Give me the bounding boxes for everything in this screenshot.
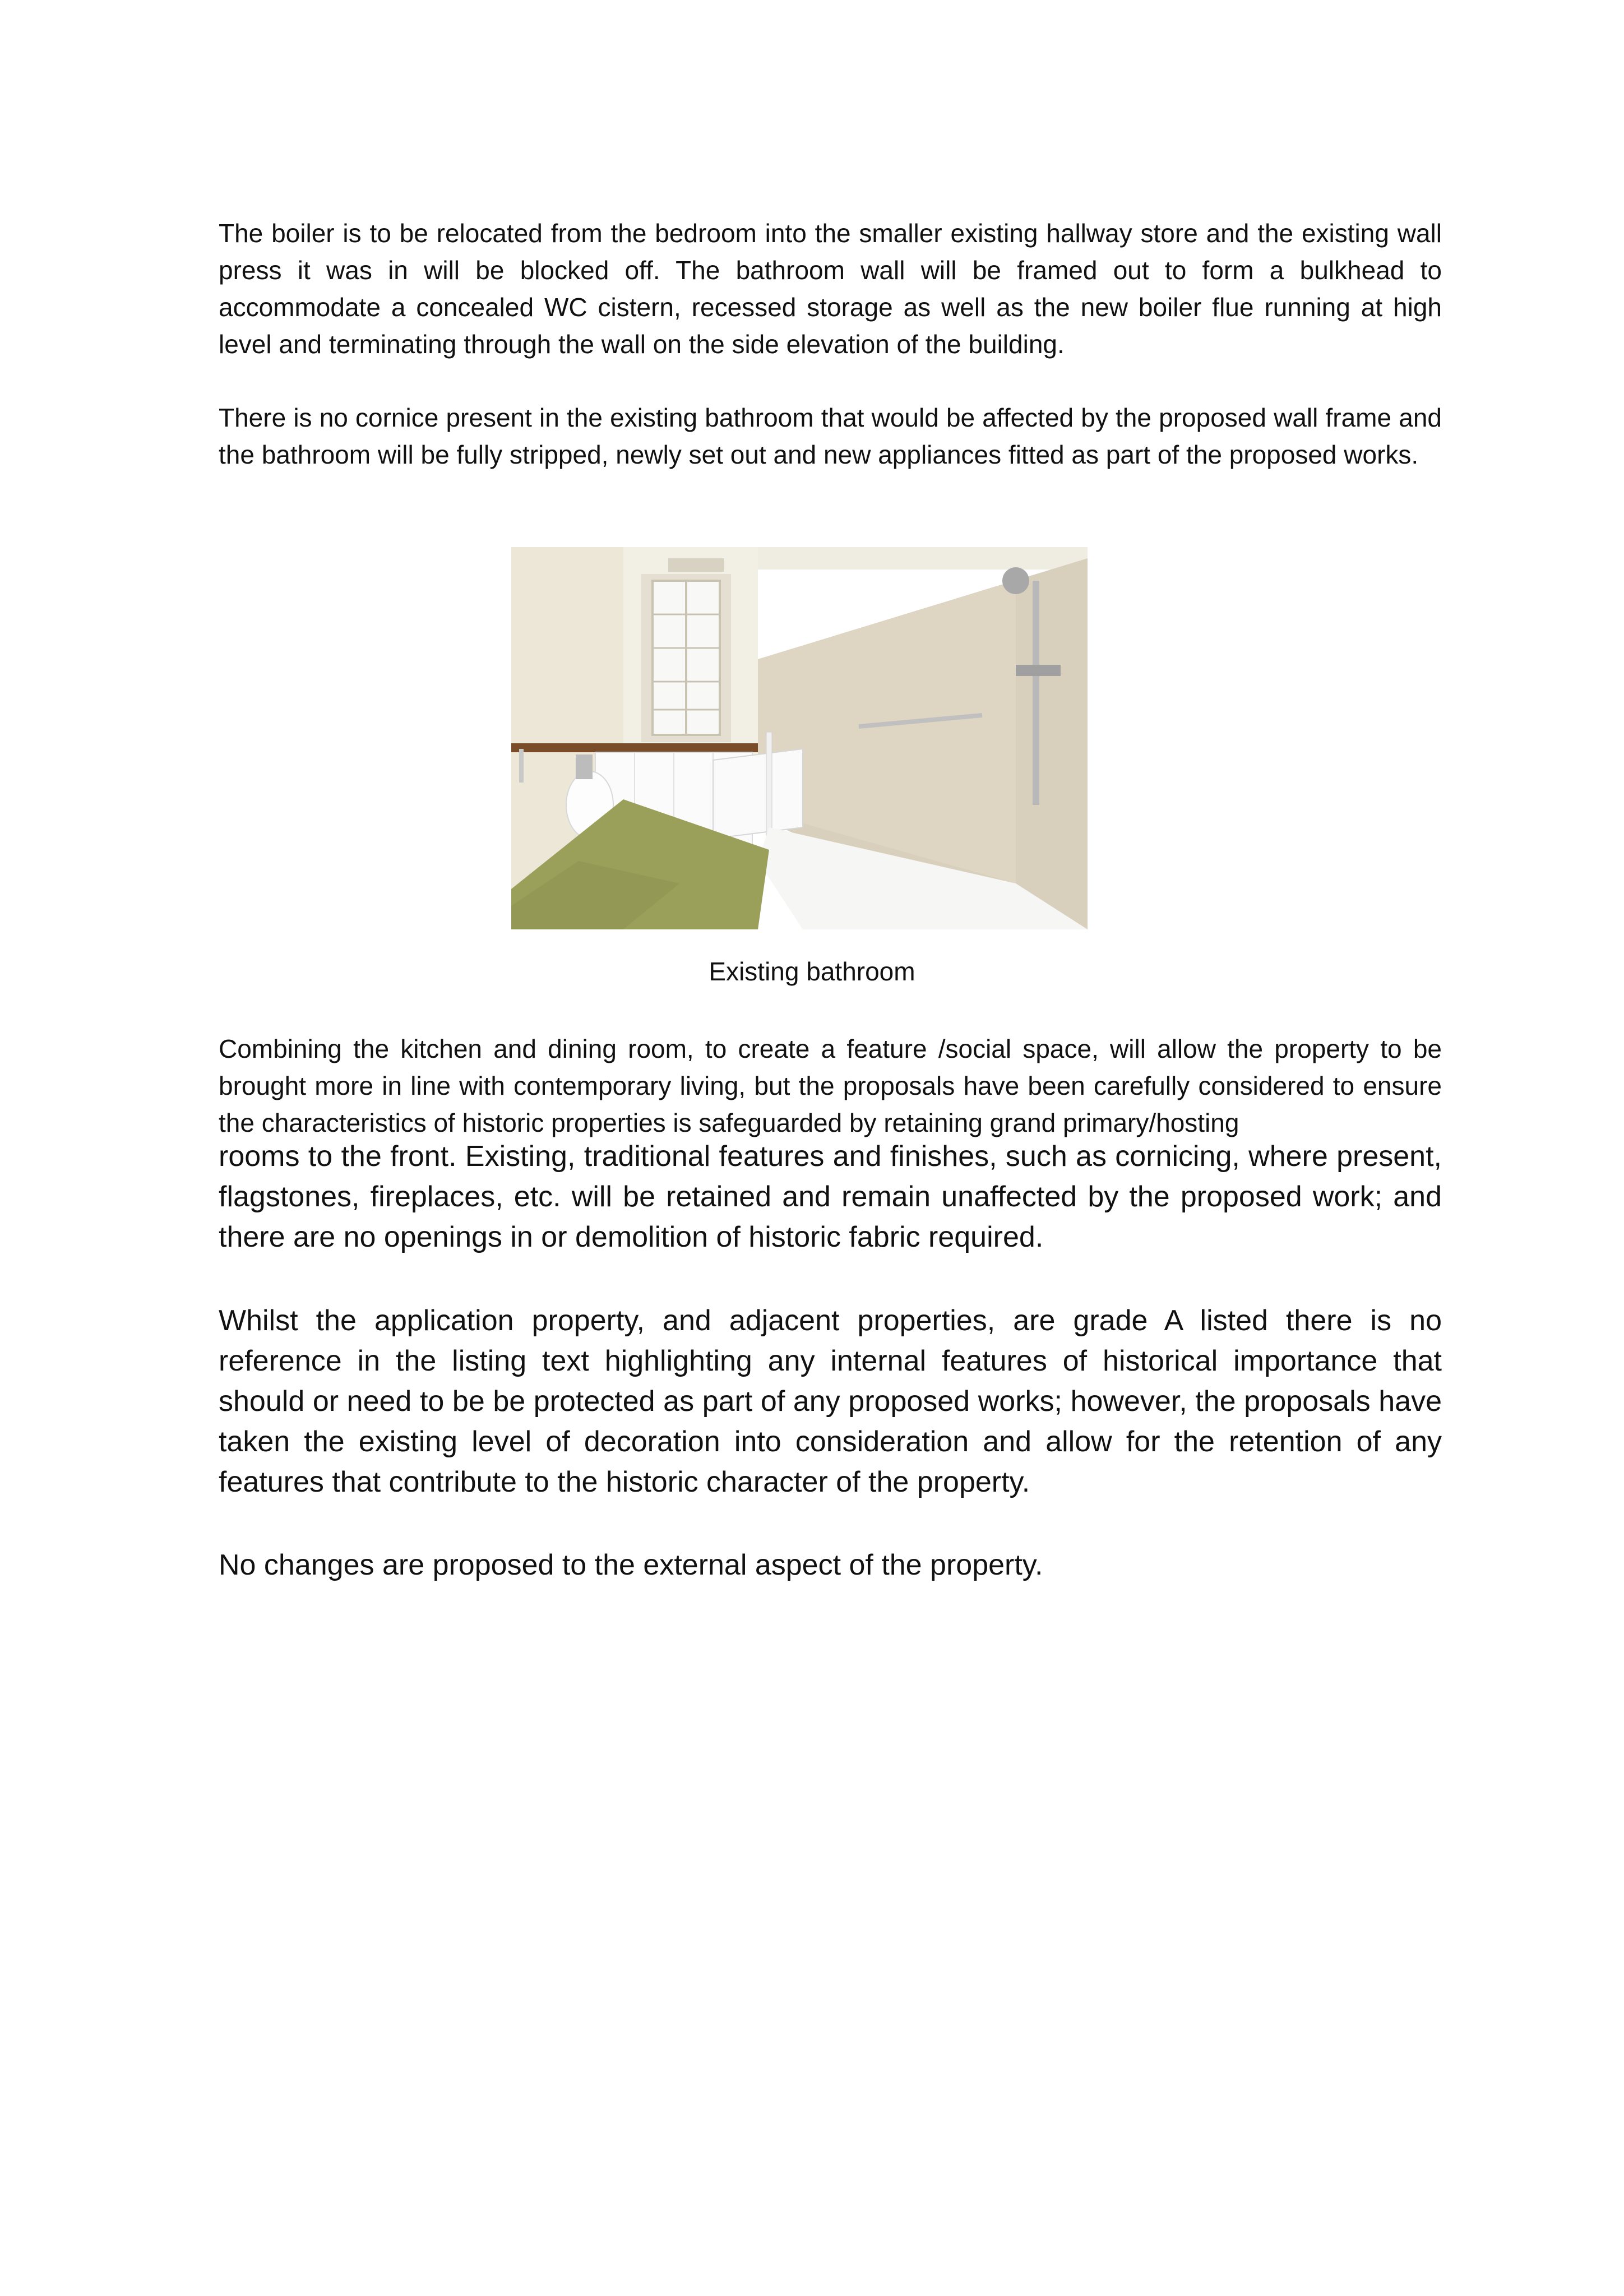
existing-bathroom-photo (511, 547, 1088, 929)
paragraph-kitchen-dining-part-1: Combining the kitchen and dining room, to create a feature /social space, will allow the property to be brought more in line with contemporary living, but the proposals have been carefully considered to ensure the characteristics of historic properties is safeguarded by retaining grand primary/hosting (219, 1034, 1442, 1137)
paragraph-external-aspect: No changes are proposed to the external aspect of the property. (219, 1549, 1043, 1581)
paragraph-kitchen-dining-part-2: rooms to the front. Existing, traditional features and finishes, such as cornicing, where present, flagstones, fireplaces, etc. will be retained and remain unaffected by the proposed work; and there are no openings in or demolition of historic fabric required. (219, 1140, 1442, 1253)
paragraph-cornice: There is no cornice present in the existing bathroom that would be affected by the proposed wall frame and the bathroom will be fully stripped, newly set out and new appliances fitted as part of the proposed works. (219, 403, 1442, 469)
paragraph-listing: Whilst the application property, and adjacent properties, are grade A listed there is no reference in the listing text highlighting any internal features of historical importance that should or need to be be protected as part of any proposed works; however, the proposals have taken the existing level of decoration into consideration and allow for the retention of any features that contribute to the historic character of the property. (219, 1304, 1442, 1498)
figure-caption: Existing bathroom (709, 957, 915, 986)
paragraph-boiler-relocation: The boiler is to be relocated from the bedroom into the smaller existing hallway store and the existing wall press it was in will be blocked off. The bathroom wall will be framed out to form a bulkhead to accommodate a concealed WC cistern, recessed storage as well as the new boiler flue running at high level and terminating through the wall on the side elevation of the building. (219, 219, 1442, 359)
